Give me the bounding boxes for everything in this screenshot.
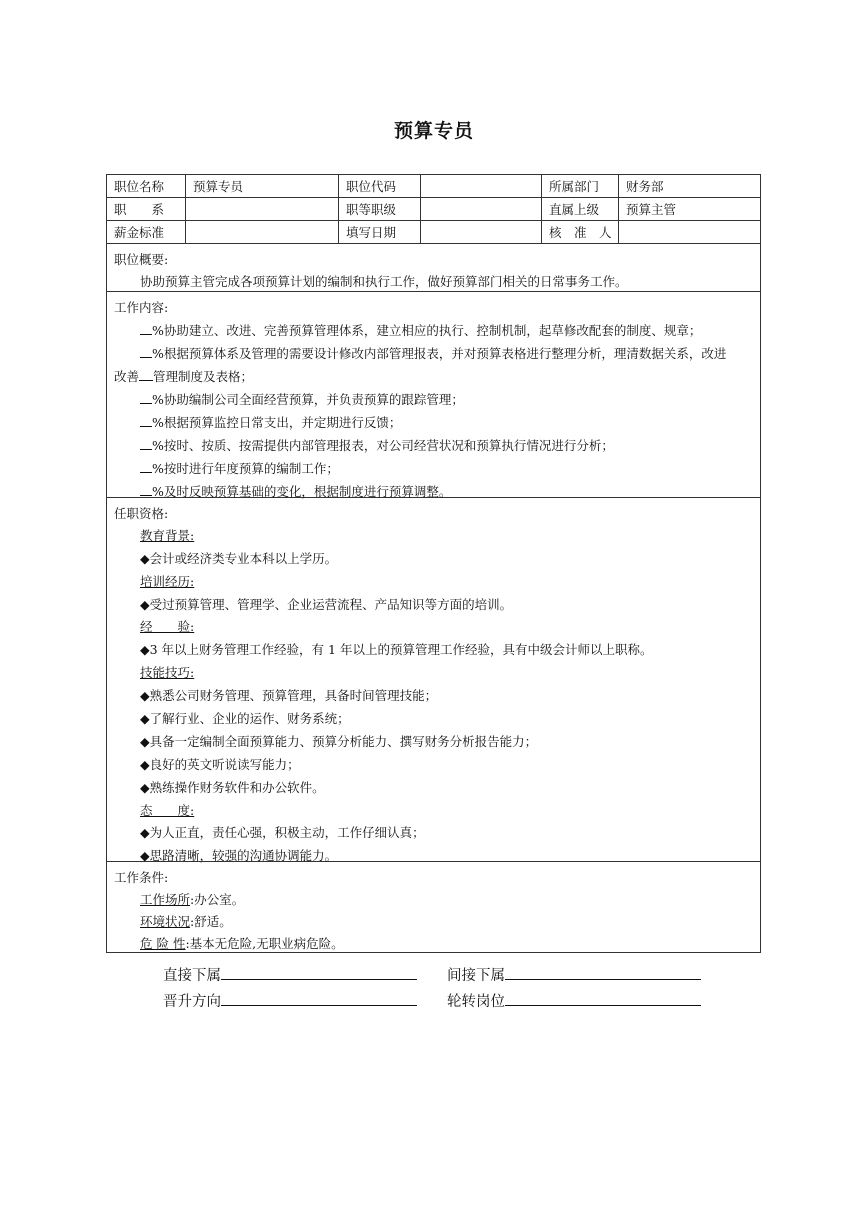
direct-subordinates-field[interactable]: 直接下属 <box>163 964 417 985</box>
header-row-1 <box>107 175 760 198</box>
workplace-line: 工作场所:办公室。 <box>140 892 245 907</box>
duty-item: %根据预算体系及管理的需要设计修改内部管理报表，并对预算表格进行整理分析，理清数据关系，改进 <box>140 344 726 362</box>
environment-line: 环境状况:舒适。 <box>140 914 232 929</box>
label-salary: 薪金标准 <box>107 221 186 243</box>
education-text: ◆会计或经济类专业本科以上学历。 <box>140 551 338 566</box>
skill-item: ◆熟悉公司财务管理、预算管理，具备时间管理技能； <box>140 688 438 703</box>
label-approver: 核 准 人 <box>542 221 619 243</box>
value-job-family <box>186 198 339 220</box>
value-position-name: 预算专员 <box>186 175 339 197</box>
risk-line: 危 险 性:基本无危险,无职业病危险。 <box>140 936 344 951</box>
overview-heading: 职位概要: <box>114 252 169 267</box>
value-fill-date <box>421 221 542 243</box>
attitude-item: ◆为人正直，责任心强，积极主动，工作仔细认真； <box>140 825 425 840</box>
label-fill-date: 填写日期 <box>339 221 421 243</box>
label-position-code: 职位代码 <box>339 175 421 197</box>
value-supervisor: 预算主管 <box>626 202 677 217</box>
attitude-item: ◆思路清晰，较强的沟通协调能力。 <box>140 848 338 863</box>
page-title: 预算专员 <box>393 120 474 142</box>
header-row-3 <box>107 221 760 244</box>
duty-item: %按时、按质、按需提供内部管理报表，对公司经营状况和预算执行情况进行分析； <box>140 436 614 454</box>
value-approver <box>619 221 760 243</box>
experience-text: ◆3 年以上财务管理工作经验，有 1 年以上的预算管理工作经验，具有中级会计师以上职称。 <box>140 642 653 657</box>
value-position-code <box>421 175 542 197</box>
skill-item: ◆良好的英文听说读写能力； <box>140 757 300 772</box>
promotion-path-field[interactable]: 晋升方向 <box>163 990 417 1011</box>
duty-item: %协助编制公司全面经营预算，并负责预算的跟踪管理； <box>140 390 464 408</box>
label-grade: 职等职级 <box>339 198 421 220</box>
duty-item-continued: 改善 管理制度及表格； <box>114 369 254 384</box>
duties-heading: 工作内容: <box>114 300 169 315</box>
skill-item: ◆具备一定编制全面预算能力、预算分析能力、撰写财务分析报告能力； <box>140 734 538 749</box>
conditions-section <box>107 862 760 952</box>
value-salary <box>186 221 339 243</box>
qualifications-heading: 任职资格: <box>114 506 169 521</box>
overview-section <box>107 244 760 292</box>
header-row-2 <box>107 198 760 221</box>
training-text: ◆受过预算管理、管理学、企业运营流程、产品知识等方面的培训。 <box>140 597 513 612</box>
label-position-name: 职位名称 <box>107 175 186 197</box>
duty-item: %根据预算监控日常支出，并定期进行反馈； <box>140 413 401 431</box>
label-department: 所属部门 <box>542 175 619 197</box>
indirect-subordinates-field[interactable]: 间接下属 <box>447 964 701 985</box>
skill-item: ◆熟练操作财务软件和办公软件。 <box>140 780 325 795</box>
conditions-heading: 工作条件: <box>114 870 169 885</box>
value-department: 财务部 <box>626 179 664 194</box>
duty-item: %及时反映预算基础的变化，根据制度进行预算调整。 <box>140 482 451 500</box>
duties-section <box>107 292 760 498</box>
overview-text: 协助预算主管完成各项预算计划的编制和执行工作，做好预算部门相关的日常事务工作。 <box>140 274 628 289</box>
training-label: 培训经历: <box>140 574 195 589</box>
rotation-position-field[interactable]: 轮转岗位 <box>447 990 701 1011</box>
skills-label: 技能技巧: <box>140 665 195 680</box>
qualifications-section <box>107 498 760 862</box>
attitude-label: 态 度: <box>140 803 195 818</box>
duty-item: %协助建立、改进、完善预算管理体系，建立相应的执行、控制机制，起草修改配套的制度、规章； <box>140 321 701 339</box>
label-job-family: 职 系 <box>107 198 186 220</box>
label-supervisor: 直属上级 <box>542 198 619 220</box>
skill-item: ◆了解行业、企业的运作、财务系统； <box>140 711 350 726</box>
job-description-table <box>106 174 761 953</box>
duty-item: %按时进行年度预算的编制工作； <box>140 459 339 477</box>
education-label: 教育背景: <box>140 528 195 543</box>
experience-label: 经 验: <box>140 619 195 634</box>
value-grade <box>421 198 542 220</box>
